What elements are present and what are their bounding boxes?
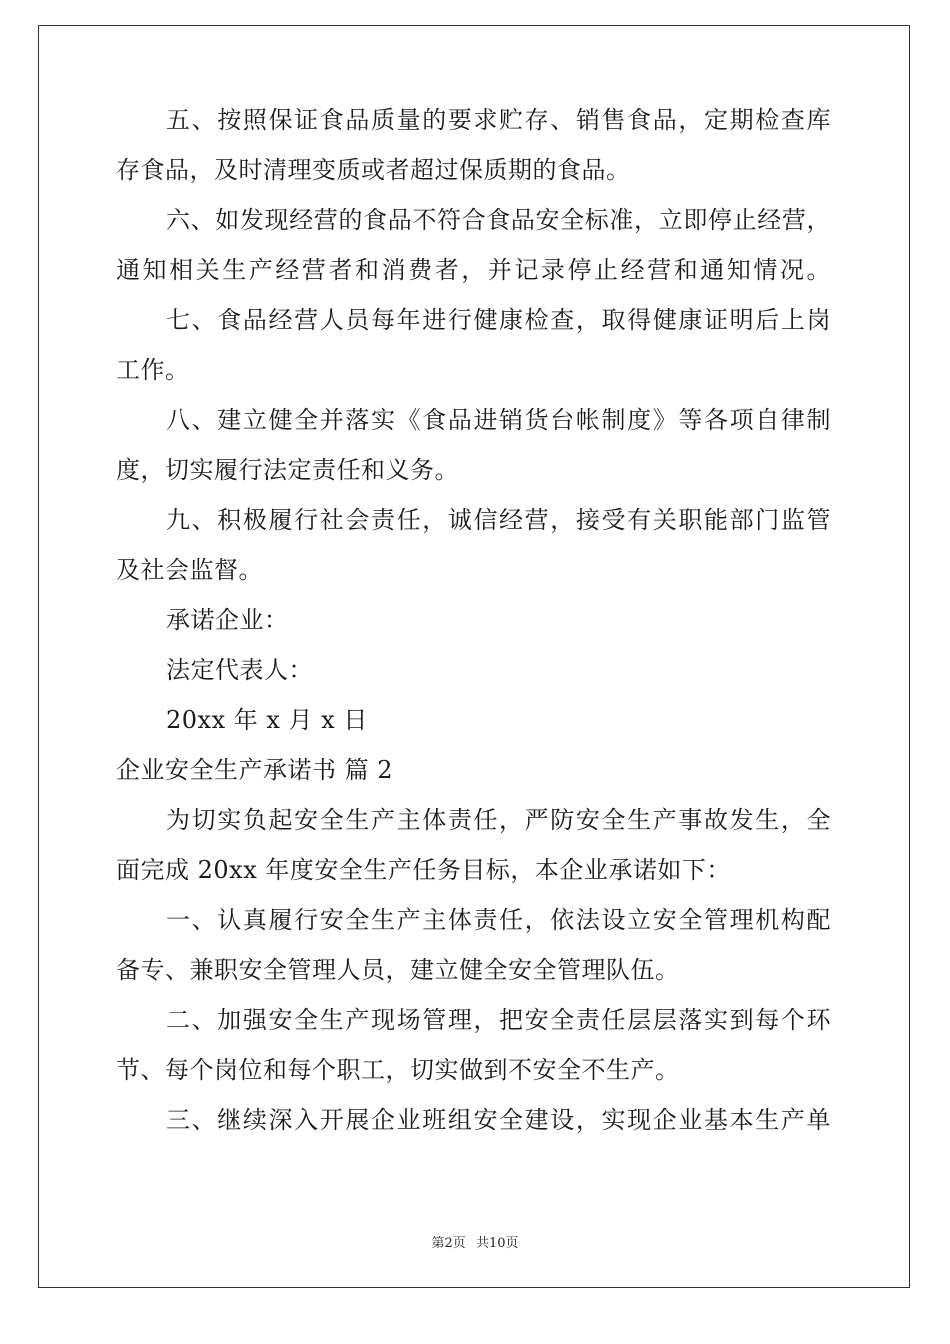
text-line: 通知相关生产经营者和消费者，并记录停止经营和通知情况。 (116, 256, 831, 284)
page-number: 第2页 (431, 1236, 466, 1251)
text-line: 一、认真履行安全生产主体责任，依法设立安全管理机构配 (166, 906, 831, 934)
text-line: 为切实负起安全生产主体责任，严防安全生产事故发生，全 (166, 806, 831, 834)
text-line: 度，切实履行法定责任和义务。 (116, 456, 459, 484)
text-line: 承诺企业： (166, 606, 289, 634)
text-line: 20xx 年 x 月 x 日 (166, 706, 368, 734)
text-line: 及社会监督。 (116, 556, 263, 584)
page-footer (0, 1232, 950, 1251)
text-line: 三、继续深入开展企业班组安全建设，实现企业基本生产单 (166, 1106, 831, 1134)
text-line: 存食品，及时清理变质或者超过保质期的食品。 (116, 156, 631, 184)
document-body (116, 95, 831, 1145)
text-line: 企业安全生产承诺书 篇 2 (116, 756, 394, 784)
text-line: 七、食品经营人员每年进行健康检查，取得健康证明后上岗 (166, 306, 831, 334)
text-line: 六、如发现经营的食品不符合食品安全标准，立即停止经营， (166, 206, 831, 234)
text-line: 法定代表人： (166, 656, 313, 684)
text-line: 八、建立健全并落实《食品进销货台帐制度》等各项自律制 (166, 406, 831, 434)
text-line: 工作。 (116, 356, 190, 384)
text-line: 面完成 20xx 年度安全生产任务目标，本企业承诺如下： (116, 856, 731, 884)
text-line: 二、加强安全生产现场管理，把安全责任层层落实到每个环 (166, 1006, 831, 1034)
text-line: 九、积极履行社会责任，诚信经营，接受有关职能部门监管 (166, 506, 831, 534)
text-line: 五、按照保证食品质量的要求贮存、销售食品，定期检查库 (166, 106, 831, 134)
text-line: 备专、兼职安全管理人员，建立健全安全管理队伍。 (116, 956, 680, 984)
text-line: 节、每个岗位和每个职工，切实做到不安全不生产。 (116, 1056, 680, 1084)
page-total: 共10页 (475, 1236, 519, 1251)
